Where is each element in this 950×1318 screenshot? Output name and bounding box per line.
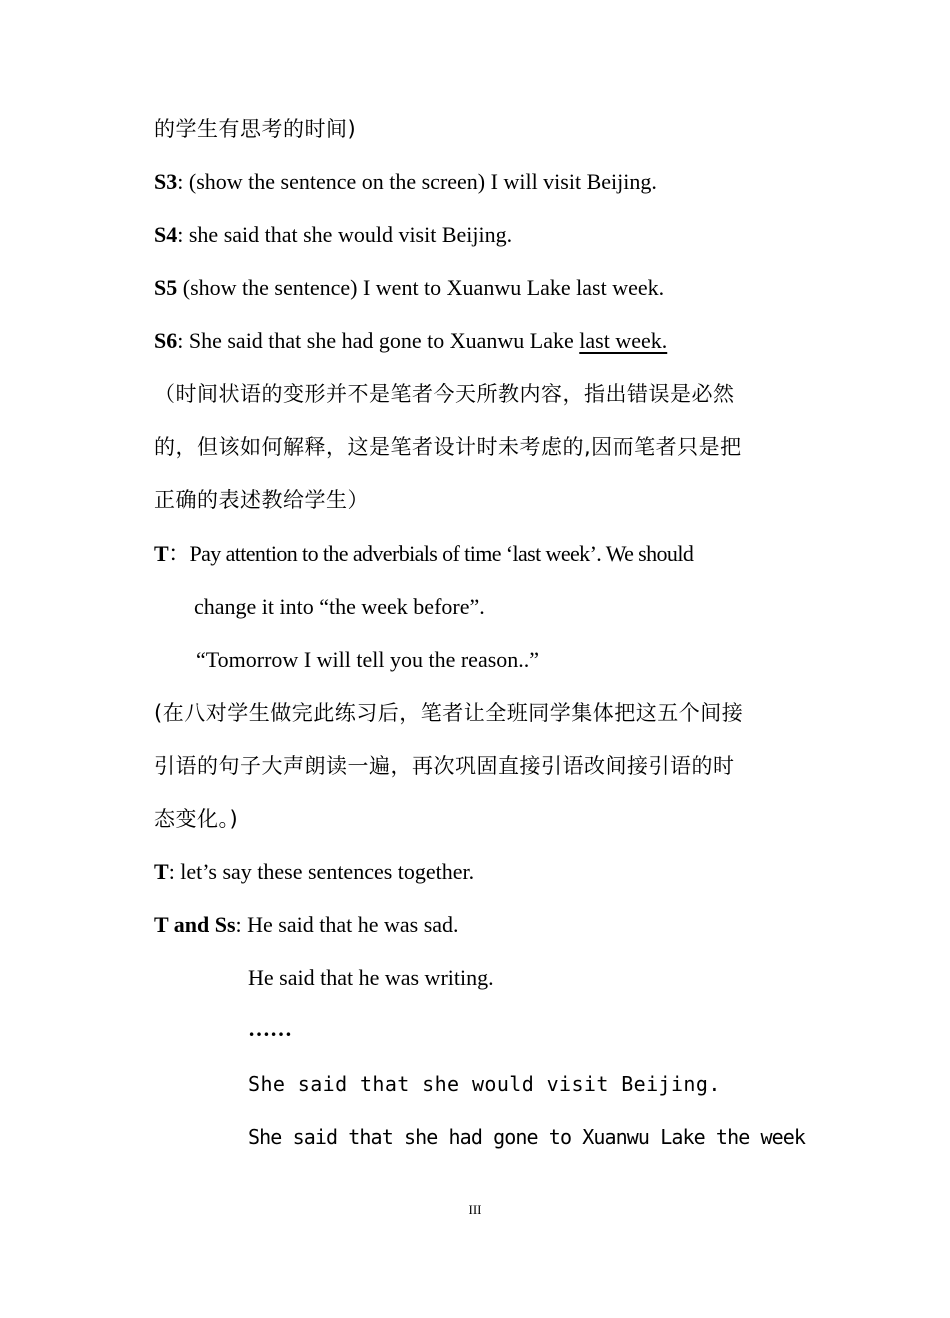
t-and-ss-line: T and Ss: He said that he was sad.	[154, 912, 459, 937]
speaker-label: T	[154, 541, 169, 566]
page-number: III	[468, 1202, 482, 1217]
s6-line: S6: She said that she had gone to Xuanwu Lake last week.	[154, 328, 668, 353]
teacher-note-line: 的，但该如何解释，这是笔者设计时未考虑的,因而笔者只是把	[154, 435, 742, 459]
teacher-note-line: 引语的句子大声朗读一遍，再次巩固直接引语改间接引语的时	[154, 754, 735, 778]
teacher-note-line: (在八对学生做完此练习后，笔者让全班同学集体把这五个间接	[154, 701, 744, 725]
teacher-note-line: （时间状语的变形并不是笔者今天所教内容，指出错误是必然	[154, 382, 735, 406]
speaker-label: T and Ss	[154, 912, 236, 937]
t-line: T：Pay attention to the adverbials of time ‘last week’. We should	[154, 541, 694, 566]
t-line: T: let’s say these sentences together.	[154, 859, 475, 884]
teacher-note-line: 正确的表述教给学生）	[154, 488, 369, 512]
s5-line: S5 (show the sentence) I went to Xuanwu Lake last week.	[154, 275, 665, 300]
choral-sentence: He said that he was writing.	[248, 965, 494, 990]
s4-line: S4: she said that she would visit Beijing.	[154, 222, 513, 247]
ellipsis: ……	[248, 1016, 292, 1041]
speaker-label: T	[154, 859, 169, 884]
teacher-note-line: 态变化。)	[154, 807, 239, 831]
underlined-phrase: last week.	[579, 328, 668, 353]
speaker-label: S3	[154, 169, 178, 194]
speaker-label: S5	[154, 275, 178, 300]
speaker-label: S4	[154, 222, 178, 247]
t-quote-line: “Tomorrow I will tell you the reason..”	[196, 647, 540, 672]
continued-note-line: 的学生有思考的时间)	[154, 117, 357, 141]
choral-sentence: She said that she would visit Beijing.	[248, 1072, 721, 1096]
choral-sentence: She said that she had gone to Xuanwu Lake the week	[248, 1125, 806, 1149]
s3-line: S3: (show the sentence on the screen) I will visit Beijing.	[154, 169, 657, 194]
speaker-label: S6	[154, 328, 178, 353]
t-line-continuation: change it into “the week before”.	[194, 594, 485, 619]
